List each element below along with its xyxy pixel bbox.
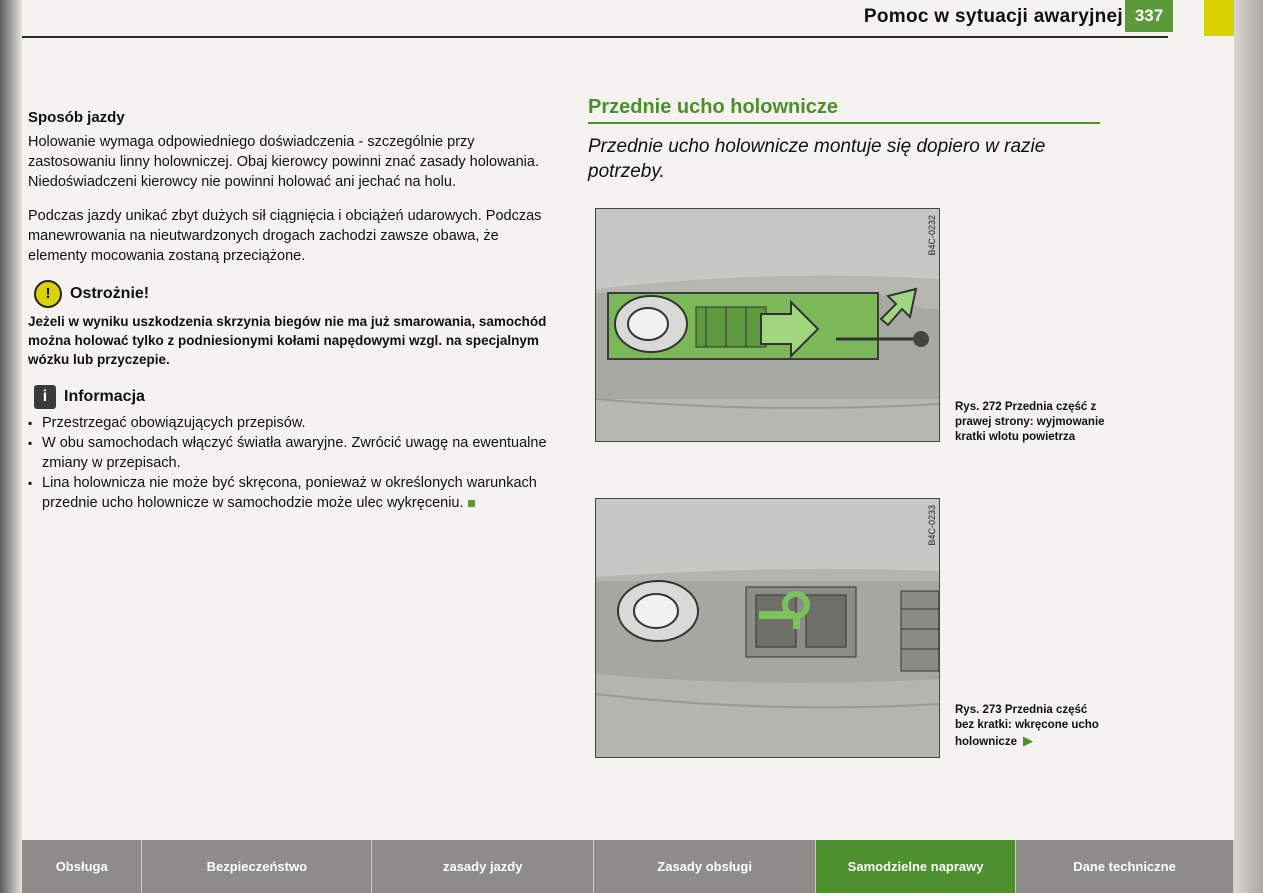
info-icon: i: [34, 385, 56, 409]
info-bullets: [28, 413, 548, 513]
figure-273-code: B4C-0233: [927, 505, 937, 546]
tab-dane-techniczne[interactable]: Dane techniczne: [1016, 840, 1234, 893]
tab-bezpieczenstwo[interactable]: Bezpieczeństwo: [142, 840, 372, 893]
figure-272-illustration: [596, 209, 939, 441]
page-binding-edge: [0, 0, 22, 893]
right-heading-rule: [588, 122, 1100, 124]
page-number: 337: [1125, 0, 1173, 32]
figure-273-illustration: [596, 499, 939, 757]
tab-obsluga[interactable]: Obsługa: [22, 840, 142, 893]
info-bullet: ▪ Przestrzegać obowiązujących przepisów.: [28, 413, 548, 433]
caution-body: Jeżeli w wyniku uszkodzenia skrzynia biegów nie ma już smarowania, samochód można holować tylko z podniesionymi kołami napędowymi wzgl. na specjalnym wózku lub przyczepie.: [28, 314, 547, 367]
figure-272-caption: Rys. 272 Przednia część z prawej strony: wyjmowanie kratki wlotu powietrza: [955, 401, 1105, 443]
info-bullet: ▪ W obu samochodach włączyć światła awaryjne. Zwrócić uwagę na ewentualne zmiany w przepisach.: [28, 433, 548, 473]
right-subheading: Przednie ucho holownicze montuje się dopiero w razie potrzeby.: [588, 136, 1046, 182]
tab-samodzielne-naprawy[interactable]: Samodzielne naprawy: [816, 840, 1016, 893]
figure-272-code: B4C-0232: [927, 215, 937, 256]
caution-title: Ostrożnie!: [70, 285, 150, 302]
continue-arrow-icon: ▶: [1022, 733, 1033, 748]
info-title: Informacja: [64, 388, 145, 405]
header-rule: [22, 36, 1168, 38]
page-right-edge: [1234, 0, 1263, 893]
left-column: [28, 108, 548, 513]
end-of-section-mark: [468, 500, 475, 507]
info-bullet-text: Lina holownicza nie może być skręcona, ponieważ w określonych warunkach przednie ucho holownicze w samochodzie może ulec wykręceniu.: [42, 475, 537, 511]
caution-icon: !: [34, 280, 62, 308]
page-header-title: Pomoc w sytuacji awaryjnej: [863, 6, 1123, 27]
section-heading: Sposób jazdy: [28, 109, 125, 126]
chapter-tab-bar: [22, 840, 1234, 893]
right-column: [588, 96, 1100, 184]
info-header: [34, 385, 548, 409]
corner-tab: [1204, 0, 1234, 36]
paragraph-2: Podczas jazdy unikać zbyt dużych sił ciągnięcia i obciążeń udarowych. Podczas manewrowania na nieutwardzonych drogach zachodzi zawsze obawa, że elementy mocowania zostaną przeciążone.: [28, 208, 542, 264]
info-bullet: [28, 473, 548, 513]
figure-272: [595, 208, 940, 442]
figure-273: [595, 498, 940, 758]
tab-zasady-obslugi[interactable]: Zasady obsługi: [594, 840, 816, 893]
tab-zasady-jazdy[interactable]: zasady jazdy: [372, 840, 594, 893]
figure-273-caption-text: Rys. 273 Przednia część bez kratki: wkręcone ucho holownicze: [955, 704, 1099, 748]
paragraph-1: Holowanie wymaga odpowiedniego doświadczenia - szczególnie przy zastosowaniu linny holowniczej. Obaj kierowcy powinni znać zasady holowania. Niedoświadczeni kierowcy nie powinni holować ani jechać na holu.: [28, 134, 539, 190]
figure-273-caption: [955, 703, 1105, 750]
caution-header: [34, 280, 548, 308]
right-heading: Przednie ucho holownicze: [588, 96, 839, 118]
